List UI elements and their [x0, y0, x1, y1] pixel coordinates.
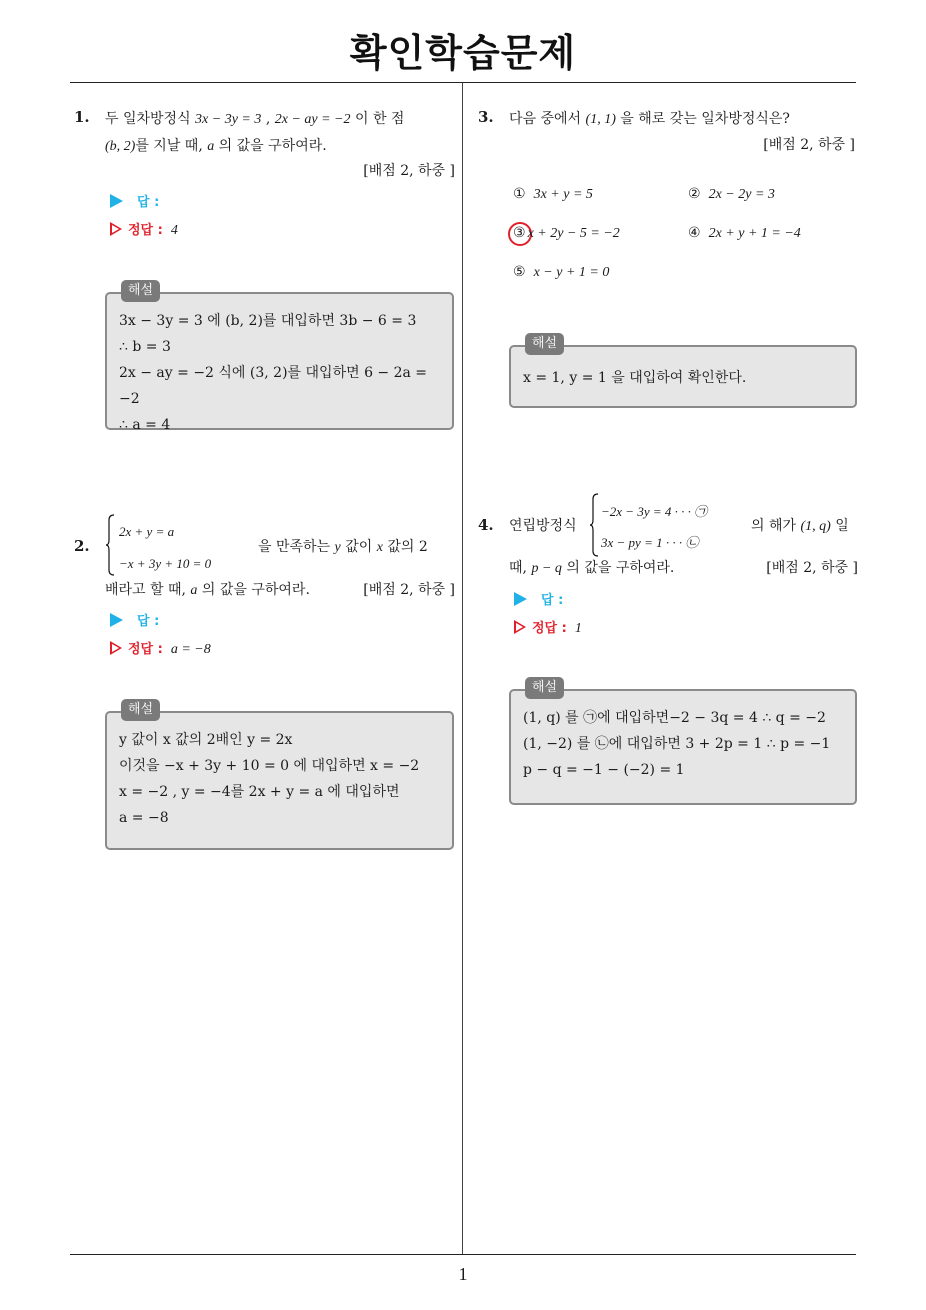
- equation-system: [589, 493, 739, 557]
- choice-equation: 3x + y = 5: [533, 187, 593, 202]
- solution-line: 2x − ay = −2 식에 (3, 2)를 대입하면 6 − 2a = −2: [119, 365, 428, 407]
- equation: 2x − ay = −2: [274, 112, 351, 127]
- choice-4[interactable]: [688, 225, 801, 242]
- play-icon: [514, 592, 527, 606]
- footer-divider: [70, 1254, 856, 1255]
- solution-box: [105, 702, 454, 850]
- page-title: 확인학습문제: [349, 31, 577, 75]
- answer-row: [110, 191, 159, 210]
- system-equation: 3x − py = 1 · · · ㉡: [601, 535, 699, 550]
- choice-equation: x + 2y − 5 = −2: [527, 226, 620, 241]
- question-text: [509, 106, 790, 133]
- question-text: [509, 513, 577, 539]
- system-equation: 2x + y = a: [119, 524, 175, 539]
- answer-label: 답 :: [137, 195, 160, 210]
- choice-5[interactable]: [513, 264, 609, 281]
- solution-line: ∴ a = 4: [119, 417, 171, 433]
- correct-label: 정답 :: [532, 621, 567, 636]
- variable: y: [334, 540, 341, 555]
- outline-triangle-icon: [110, 222, 122, 236]
- correct-answer-row: [110, 219, 178, 239]
- answer-label: 답 :: [137, 614, 160, 629]
- question-number: 1.: [74, 108, 90, 126]
- solution-line: 3x − 3y = 3 에 (b, 2)를 대입하면 3b − 6 = 3: [119, 313, 417, 329]
- choice-equation: x − y + 1 = 0: [533, 265, 610, 280]
- correct-answer-row: [110, 638, 211, 658]
- solution-line: x = −2 , y = −4를 2x + y = a 에 대입하면: [119, 784, 400, 800]
- choice-3[interactable]: [513, 225, 620, 242]
- point: (b, 2): [105, 139, 136, 154]
- correct-value: 1: [574, 621, 582, 636]
- variable: a: [190, 583, 198, 598]
- left-brace-icon: [589, 493, 599, 557]
- play-icon: [110, 613, 123, 627]
- solution-line: 이것을 −x + 3y + 10 = 0 에 대입하면 x = −2: [119, 758, 420, 774]
- text-segment: 일: [830, 518, 849, 534]
- question-text: [258, 534, 428, 561]
- choice-equation: 2x + y + 1 = −4: [708, 226, 801, 241]
- solution-box: [509, 336, 857, 408]
- question-number: 4.: [478, 516, 494, 534]
- column-divider: [462, 83, 463, 1254]
- question-number: 3.: [478, 108, 494, 126]
- choice-mark: ①: [513, 186, 526, 202]
- text-segment: 을 만족하는: [258, 539, 335, 555]
- header-divider: [70, 82, 856, 83]
- solution-line: p − q = −1 − (−2) = 1: [523, 762, 685, 778]
- choice-mark: ④: [688, 225, 701, 241]
- text-segment: 를 지날 때,: [135, 138, 208, 154]
- equation-system: [105, 514, 255, 576]
- choice-mark: ②: [688, 186, 701, 202]
- solution-line: (1, −2) 를 ㉡에 대입하면 3 + 2p = 1 ∴ p = −1: [523, 736, 831, 752]
- solution-line: a = −8: [119, 810, 169, 826]
- choice-2[interactable]: [688, 186, 775, 203]
- text-segment: 의 값을 구하여라.: [197, 582, 310, 598]
- system-equation: −2x − 3y = 4 · · · ㉠: [601, 504, 708, 519]
- solution-box: [509, 680, 857, 805]
- text-segment: 때,: [509, 560, 532, 576]
- text-segment: 을 해로 갖는 일차방정식은?: [615, 111, 790, 127]
- choice-mark: ⑤: [513, 264, 526, 280]
- correct-answer-row: [514, 617, 582, 637]
- equation: 3x − 3y = 3: [195, 112, 262, 127]
- text-segment: 이 한 점: [350, 111, 405, 127]
- text-segment: 다음 중에서: [509, 111, 586, 127]
- solution-tag: 해설: [525, 677, 564, 699]
- text-segment: 배라고 할 때,: [105, 582, 191, 598]
- expression: p − q: [531, 561, 562, 576]
- variable: x: [376, 540, 383, 555]
- correct-label: 정답 :: [128, 223, 163, 238]
- text-segment: 연립방정식: [509, 518, 577, 534]
- question-number: 2.: [74, 537, 90, 555]
- correct-value: a = −8: [170, 642, 211, 657]
- choice-equation: 2x − 2y = 3: [708, 187, 775, 202]
- question-text: [105, 106, 455, 160]
- text-segment: 값이: [340, 539, 377, 555]
- solution-tag: 해설: [121, 699, 160, 721]
- outline-triangle-icon: [514, 620, 526, 634]
- variable: a: [207, 139, 215, 154]
- text-segment: 의 해가: [751, 518, 801, 534]
- choice-mark: ③: [513, 225, 526, 241]
- play-icon: [110, 194, 123, 208]
- text-segment: 의 값을 구하여라.: [214, 138, 327, 154]
- solution-tag: 해설: [121, 280, 160, 302]
- text-segment: 의 값을 구하여라.: [561, 560, 675, 576]
- solution-line: (1, q) 를 ㉠에 대입하면−2 − 3q = 4 ∴ q = −2: [523, 710, 826, 726]
- answer-row: [110, 610, 159, 629]
- solution-box: [105, 283, 454, 433]
- solution-line: x = 1, y = 1 을 대입하여 확인한다.: [523, 370, 747, 386]
- solution-line: y 값이 x 값의 2배인 y = 2x: [119, 732, 293, 748]
- text-segment: ,: [261, 111, 275, 127]
- system-equation: −x + 3y + 10 = 0: [119, 556, 212, 571]
- score-label: [배점 2, 하중 ]: [363, 163, 455, 179]
- answer-row: [514, 589, 563, 608]
- page-number: 1: [458, 1264, 468, 1284]
- answer-label: 답 :: [541, 593, 564, 608]
- choice-1[interactable]: [513, 186, 593, 203]
- solution-line: ∴ b = 3: [119, 339, 171, 355]
- correct-value: 4: [170, 223, 178, 238]
- point: (1, 1): [585, 112, 616, 127]
- question-text: [751, 513, 849, 540]
- score-label: [배점 2, 하중 ]: [763, 137, 855, 153]
- point: (1, q): [800, 519, 831, 534]
- score-label: [배점 2, 하중 ]: [363, 582, 455, 598]
- score-label: [배점 2, 하중 ]: [766, 560, 858, 576]
- solution-tag: 해설: [525, 333, 564, 355]
- left-brace-icon: [105, 514, 115, 576]
- text-segment: 값의 2: [382, 539, 428, 555]
- question-text: [509, 555, 674, 582]
- text-segment: 두 일차방정식: [105, 111, 196, 127]
- outline-triangle-icon: [110, 641, 122, 655]
- correct-label: 정답 :: [128, 642, 163, 657]
